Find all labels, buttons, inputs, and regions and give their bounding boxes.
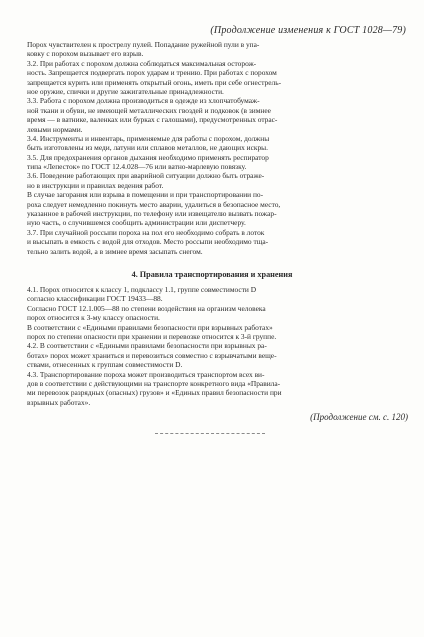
text-line: быть изготовлены из меди, латуни или сплавов металлов, не дающих искры.	[27, 143, 268, 153]
text-line: 3.3. Работа с порохом должна производиться в одежде из хлопчатобумаж-	[27, 96, 260, 106]
text-line: ное оружие, спички и другие зажигательные принадлежности.	[27, 86, 224, 96]
continuation-footer: (Продолжение см. с. 120)	[310, 412, 408, 422]
section-3-text	[27, 40, 397, 256]
text-line: левыми нормами.	[27, 124, 83, 134]
text-line: порох по степени опасности при хранении и перевозке относится к 3-й группе.	[27, 331, 277, 341]
text-line: ствами, отнесенных к группам совместимости D.	[27, 360, 183, 370]
text-line: 4.1. Порох относится к классу 1, подклассу 1.1, группе совместимости D	[27, 285, 257, 294]
text-line: 3.5. Для предохранения органов дыхания необходимо применять респиратор	[27, 152, 269, 162]
text-line: 3.2. При работах с порохом должна соблюдаться максимальная осторож-	[27, 58, 257, 68]
text-line: ми перевозок разрядных (опасных) грузов» и «Единых правил безопасности при	[27, 388, 282, 398]
section-heading: 4. Правила транспортирования и хранения	[131, 270, 293, 279]
divider-rule	[155, 433, 265, 434]
text-line: Порох чувствителен к прострелу пулей. Попадание ружейной пули в упа-	[27, 40, 260, 49]
text-line: В соответствии с «Едиными правилами безопасности при взрывных работах»	[27, 322, 273, 332]
text-line: В случае загорания или взрыва в помещении и при транспортировании по-	[27, 190, 264, 200]
section-4-text	[27, 285, 397, 407]
text-line: роха следует немедленно покинуть место аварии, удалиться в безопасное место,	[27, 199, 281, 209]
text-line: 4.3. Транспортирование пороха может производиться транспортом всех ви-	[27, 369, 265, 379]
text-line: 3.7. При случайной россыпи пороха на пол его необходимо собрать в лоток	[27, 227, 265, 237]
text-line: указанное в рабочей инструкции, по телефону или извещателю вызвать пожар-	[27, 209, 277, 219]
text-line: согласно классификации ГОСТ 19433—88.	[27, 294, 163, 304]
text-line: но в инструкции и правилах ведения работ.	[27, 180, 164, 190]
text-line: порох относится к 3-му классу опасности.	[27, 313, 160, 323]
text-line: тельно залить водой, а в зимнее время засыпать снегом.	[27, 246, 203, 256]
text-line: Согласно ГОСТ 12.1.005—88 по степени воздействия на организм человека	[27, 303, 266, 313]
text-line: дов в соответствии с действующими на транспорте конкретного вида «Правила-	[27, 378, 281, 388]
text-line: 4.2. В соответствии с «Едиными правилами безопасности при взрывных ра-	[27, 341, 267, 351]
text-line: ковку с порохом вызывает его взрыв.	[27, 49, 144, 59]
text-line: взрывных работах».	[27, 397, 91, 407]
text-line: 3.6. Поведение работающих при аварийной ситуации должно быть отраже-	[27, 171, 265, 181]
text-line: ботах» порох может храниться и перевозиться совместно с взрывчатыми веще-	[27, 350, 277, 360]
text-line: ность. Запрещается подвергать порох ударам и трению. При работах с порохом	[27, 68, 277, 78]
text-line: время — в ватнике, валенках или бурках с галошами), предусмотренных отрас-	[27, 115, 278, 125]
continuation-header: (Продолжение изменения к ГОСТ 1028—79)	[210, 25, 406, 36]
text-line: 3.4. Инструменты и инвентарь, применяемые для работы с порохом, должны	[27, 133, 270, 143]
text-line: ную часть, о случившемся сообщить администрации или диспетчеру.	[27, 218, 246, 228]
text-line: ной ткани и обуви, не имеющей металлических гвоздей и подковок (в зимнее	[27, 105, 271, 115]
text-line: и высыпать в емкость с водой для отходов. Место россыпи необходимо тща-	[27, 237, 269, 247]
text-line: типа «Лепесток» по ГОСТ 12.4.028—76 или ватно-марлевую повязку.	[27, 162, 247, 172]
text-line: запрещается курить или применять открытый огонь, иметь при себе огнестрель-	[27, 77, 282, 87]
